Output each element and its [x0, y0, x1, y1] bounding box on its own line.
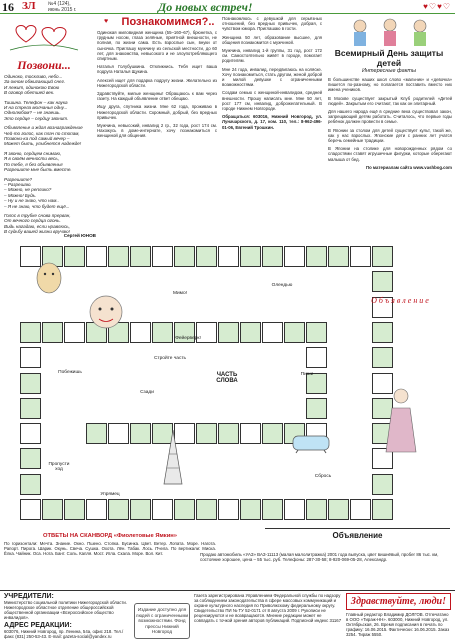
poem-stanza: Разрешите? – Разрешаю. – Можно, не реплико? – Можно! Будь. – Ну и не знаю, что нам.. – Я не знаю, что будет ещё...: [4, 176, 70, 209]
board-cell: [86, 246, 107, 267]
board-cell: [350, 246, 371, 267]
board-cell: [174, 246, 195, 267]
ad-paragraph: Создам семью с женщиной-инвалидом, средней внешности. Прошу написать мне. Мне 50 лет, рост 177 см, инвалид, доброжелательный. В городе Нижнем Новгороде.: [222, 90, 322, 112]
children-icon: [332, 16, 448, 48]
board-label-ad: О б ъ я в л е н и е: [371, 296, 429, 305]
ad-paragraph: Наталья Голубушкина. Откликнись. Тебя ищет ваша подруга Наталья Щукина.: [97, 64, 217, 75]
game-label: Упрямец: [100, 492, 120, 497]
board-cell: [196, 499, 217, 520]
game-label: Олендью: [271, 283, 293, 288]
poem-stanza: Я звоню, сердцем снимаю, Я в своём вечности весь, По тебе, я без объявленья Разрешите мне быть вместе.: [4, 150, 72, 173]
rubric-title: До новых встреч!: [158, 0, 253, 14]
board-cell: [218, 423, 239, 444]
poem-title: Позвони...: [17, 58, 71, 72]
board-cell: [262, 423, 283, 444]
board-cell: [306, 246, 327, 267]
board-cell: [240, 423, 261, 444]
acquaintance-column-2: [222, 16, 322, 242]
article-paragraph: В Японии за столом для детей существует культ, такой же, как у нас взрослых. Японские дети с ранних лет учатся беречь семейные традиции.: [328, 127, 452, 144]
tower-illustration: [158, 428, 188, 486]
board-cell: [284, 246, 305, 267]
board-cell: [174, 499, 195, 520]
classified-text: Продаю автомобиль «УАЗ» ВАЗ-11113 (малая малолитражка) 2001 года выпуска, цвет вишнёвый, пробег 86 тыс. км, состояние хорошее, цена – 55 тыс. руб. Телефоны: 287-30-58; 8-920-069-05-28, Александр.: [200, 552, 439, 563]
answers-text: По горизонтали: Мечта. Знание. Окно. Пшено. Стопка. Бусинка. Цвет. Ветер. Лопата. Море. Нагота. Рапорт. Пирога. Шарик. Окунь. Свеча. Сушка. Охота. Лён. Табак. Лось. Пчела. По вертикали: Миска. Ёлка. Чайник. Оса. Нота. Бант. Соль. Капля. Мост. Игла. Скала. Море. Вол. Кит.: [4, 541, 216, 557]
game-label: Фейерверк!: [175, 336, 201, 341]
board-cell: [328, 499, 349, 520]
board-cell: [372, 347, 393, 368]
board-cell: [262, 322, 283, 343]
founders-label: УЧРЕДИТЕЛИ:: [4, 593, 54, 600]
toy-icon: [32, 256, 66, 296]
ad-paragraph: Одинокая миловидная женщина (55–160–67), брюнетка, с грудным носом, глаза зелёные, приятной внешности, не полная, по жизни сама. Есть взрослые сын, внуки от сыночка. Приглашу мужчину из сельской местности, до 60 лет, для знакомства, невысокого и не злоупотребляющего спиртным.: [97, 30, 217, 62]
board-cell: [306, 398, 327, 419]
board-game: [18, 244, 428, 534]
ad-paragraph: Алексей ищет для подарка подругу жизни. Желательно из Нижегородской области.: [97, 77, 217, 88]
board-cell: [284, 499, 305, 520]
board-cell: [20, 423, 41, 444]
board-cell: [372, 246, 393, 267]
address-label: АДРЕС РЕДАКЦИИ:: [4, 622, 72, 629]
issue-date: июнь 2015 г.: [48, 7, 77, 13]
article-body: [328, 77, 452, 237]
ad-paragraph: Здравствуйте, милые женщины! Обращаюсь к вам через газету. На каждый объявление ответ обещаю.: [97, 91, 217, 102]
game-label: ЧАСТЬ СЛОВА: [216, 372, 238, 384]
founders-text: Министерство социальной политики Нижегородской области. Нижегородское областное отделение общероссийской общественной организации «Всероссийское общество инвалидов».: [4, 600, 127, 620]
board-cell: [20, 322, 41, 343]
bathtub-illustration: [290, 428, 332, 454]
poem-stanza: Одиноко, тоскливо, небо... За окном обжигающий снег. И лежит, одинокою Евою В оговор обетшей век.: [4, 74, 66, 96]
contact-info: Обращаться: 603016, Нижний Новгород, ул. Луначарского, д. 17, ком. 110, тел.: 8-962-496-01-06, Евгений Трошкин.: [222, 114, 322, 130]
game-label: Мимо!: [173, 291, 187, 296]
page-header: [0, 0, 455, 14]
board-cell: [372, 271, 393, 292]
game-label: Стройте часть: [153, 356, 187, 361]
board-cell: [20, 347, 41, 368]
issue-info: [48, 1, 76, 13]
article-paragraph: Для нашего народа ещё в средние века существовал закон, запрещающий детям работать. Считалось, что первые годы ребёнок должен провести в семье.: [328, 109, 452, 125]
board-cell: [196, 423, 217, 444]
poem-body: [4, 74, 88, 239]
board-cell: [284, 322, 305, 343]
registration-text: Газета зарегистрирована Управлением Федеральной службы по надзору за соблюдением законодательства в сфере массовых коммуникаций и охране культурного наследия по Приволжскому федеральному округу. Свидетельство ПИ № ТУ 52-0171 от 8 августа 2009 г. Рукописи не рецензируются и не возвращаются. Мнение редакции может не совпадать с точкой зрения авторов публикаций. Подписной индекс 31167: [194, 593, 342, 623]
board-cell: [20, 499, 41, 520]
board-cell: [218, 246, 239, 267]
face-illustration: [86, 292, 126, 336]
ad-paragraph: Мужчина, невысокий, инвалид 2 гр., 32 года, рост 174 см. Нахожусь в доме-интернате, хочу познакомиться с женщиной для общения.: [97, 123, 217, 139]
newspaper-logo: Здравствуйте, люди!: [346, 593, 451, 610]
poem-stanza: Голос в трубке снова прерван, От вечного сердца огонь. Видь нагадаю, если нравлюсь, В судьбу вашей жизни вручаю!: [4, 212, 71, 235]
editor-text: Главный редактор Владимир ДОЛГОВ. Отпечатано в ООО «Тираж-НН». 603000, Нижний Новгород, ул. Октябрьская, 26. Время подписания в печать по графику: 16.06.2015. Фактически: 16.06.2015. Заказ 3254. Тираж 5550.: [346, 612, 450, 637]
bathtub-icon: [290, 428, 332, 454]
article-paragraph: В большинстве наших школ слово «мальчик» и «девочка» пишется по-разному, но полагается поставить вместо них имена учеников.: [328, 77, 452, 93]
game-label: Сбрось: [314, 474, 332, 479]
board-cell: [130, 322, 151, 343]
ad-paragraph: Ищу друга, спутника жизни. Мне 62 года, проживаю в Нижегородской области. Скромный, добрый, без вредных привычек.: [97, 104, 217, 120]
page-number: 16: [2, 0, 14, 14]
board-cell: [20, 398, 41, 419]
founders-block: [4, 593, 132, 639]
game-label: Пропусти ход: [48, 462, 70, 472]
board-cell: [64, 499, 85, 520]
hearts-icon: ♥♡♥♡: [423, 2, 451, 11]
heart-icon: ♥: [104, 18, 109, 25]
article-title: Всемирный День защиты детей: [334, 48, 444, 68]
woman-illustration: [380, 386, 422, 456]
board-cell: [328, 246, 349, 267]
brand-logo: ЗЛ: [22, 0, 36, 12]
board-cell: [152, 246, 173, 267]
board-cell: [86, 499, 107, 520]
tower-icon: [158, 428, 188, 486]
board-cell: [108, 423, 129, 444]
face-icon: [86, 292, 126, 336]
board-cell: [262, 246, 283, 267]
woman-icon: [380, 386, 422, 456]
board-cell: [262, 499, 283, 520]
board-cell: [108, 246, 129, 267]
hearts-illustration-icon: [6, 18, 82, 56]
accessibility-stamp: Издание доступно для людей с ограниченными возможностями. Фонд прессы Нижний Новгород: [134, 603, 190, 639]
section-title: Познакомимся?..: [121, 16, 215, 28]
ad-paragraph: Познакомлюсь с девушкой для серьёзных отношений, без вредных привычек, добрая, с чувством юмора. Приглашаю в гости.: [222, 16, 322, 32]
ad-paragraph: Женщина 50 лет, образование высшее, для общения познакомится с мужчиной.: [222, 34, 322, 45]
board-cell: [350, 499, 371, 520]
poem-stanza: Тишина. Телефон – как наука И на стрела молчанья одну... Однолюбом? – не знаешь. Это сердце – сердцу звонит.: [4, 99, 69, 121]
acquaintance-column-1: [97, 30, 217, 242]
issue-number: №4 (124),: [48, 1, 71, 7]
board-cell: [240, 322, 261, 343]
board-cell: [64, 322, 85, 343]
board-cell: [196, 246, 217, 267]
game-label: Побежишь: [58, 370, 82, 375]
board-cell: [130, 499, 151, 520]
board-cell: [218, 322, 239, 343]
board-cell: [306, 499, 327, 520]
article-paragraph: В Москве существует закрытый Клуб родителей «Детей людей». Закрытым его считают, так как он элитарный.: [328, 95, 452, 106]
board-cell: [218, 499, 239, 520]
toy-illustration: [32, 256, 66, 296]
board-cell: [86, 423, 107, 444]
board-cell: [42, 499, 63, 520]
board-cell: [152, 499, 173, 520]
poem-stanza: Объявленье и ждал вознаграждение Чей-то голос, как плач по стопам, Позвони-ка под самый вечер – Может быть, улыбнется надежде!: [4, 125, 83, 147]
address-text: 603076, Нижний Новгород, пр. Ленина, 54а, офис 218. Тел./факс (831) 250-53-43. E-mail: gazeta-social@yandex.ru: [4, 629, 124, 639]
board-cell: [240, 499, 261, 520]
board-cell: [240, 246, 261, 267]
board-cell: [306, 322, 327, 343]
board-cell: [42, 322, 63, 343]
poem-illustration: [6, 18, 82, 56]
ad-paragraph: Мужчина, инвалид 1-й группы, 31 год, рост 172 см. Самостоятельно живёт в городе, помогает родителям.: [222, 48, 322, 64]
article-paragraph: В Японии на столике для новорожденных рядом со сладостями ставят игрушечные фигурки, которые оберегают малыша от бед.: [328, 146, 452, 162]
poem-author: Сергей ЮНОВ: [63, 233, 96, 238]
board-cell: [108, 499, 129, 520]
board-cell: [20, 373, 41, 394]
board-cell: [372, 474, 393, 495]
article-source: По материалам сайта www.vashbog.com: [366, 164, 452, 170]
board-cell: [130, 246, 151, 267]
board-cell: [372, 499, 393, 520]
board-cell: [20, 474, 41, 495]
answers-title: ОТВЕТЫ НА СКАНВОРД «Фиолетовые Ямкин»: [43, 533, 177, 539]
game-label: Пиши: [300, 372, 314, 377]
board-cell: [64, 246, 85, 267]
board-cell: [306, 347, 327, 368]
board-cell: [130, 423, 151, 444]
ad-paragraph: Мне 24 года, инвалид, передвигаюсь на коляске. Хочу познакомиться, стать другом, женой доброй и милой девушке с ограниченными возможностями.: [222, 66, 322, 88]
article-subtitle: Интересные факты: [361, 68, 416, 74]
children-illustration: [332, 16, 448, 48]
board-cell: [20, 448, 41, 469]
classified-title: Объявление: [332, 531, 383, 540]
game-label: Сзади: [140, 390, 154, 395]
